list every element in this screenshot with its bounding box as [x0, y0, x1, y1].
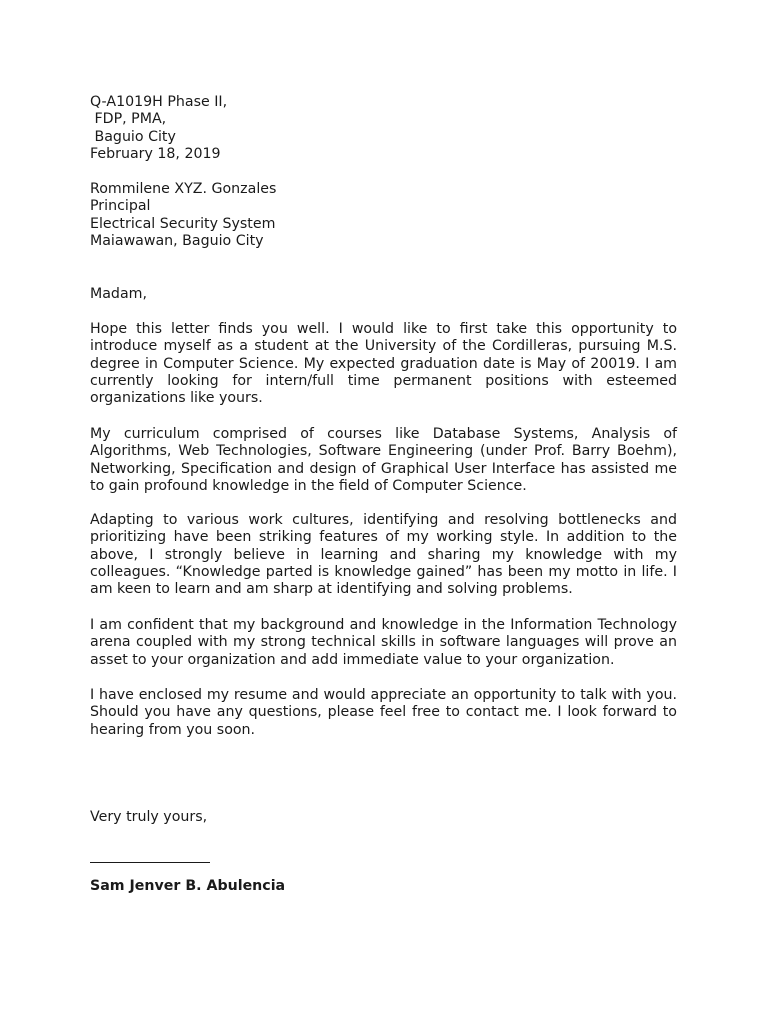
sender-address-line: FDP, PMA,	[90, 111, 167, 128]
body-paragraph-3: Adapting to various work cultures, identifying and resolving bottlenecks and prioritizing have been striking features of my working style. In addition to the above, I strongly believe in learning and sharing my knowledge with my colleagues. “Knowledge parted is knowledge gained” has been my motto in life. I am keen to learn and am sharp at identifying and solving problems.	[90, 512, 677, 598]
letter-date: February 18, 2019	[90, 145, 221, 162]
closing: Very truly yours,	[90, 809, 208, 825]
recipient-location: Maiawawan, Baguio City	[90, 232, 264, 249]
recipient-name: Rommilene XYZ. Gonzales	[90, 181, 277, 197]
salutation: Madam,	[90, 286, 147, 302]
recipient-title: Principal	[90, 198, 151, 215]
signature-line	[90, 862, 210, 863]
signature-name: Sam Jenver B. Abulencia	[90, 878, 286, 894]
recipient-address	[90, 181, 677, 250]
sender-address-line: Baguio City	[90, 128, 176, 145]
body-paragraph-1: Hope this letter finds you well. I would like to first take this opportunity to introduce myself as a student at the University of the Cordilleras, pursuing M.S. degree in Computer Science. My expected graduation date is May of 20019. I am currently looking for intern/full time permanent positions with esteemed organizations like yours.	[90, 321, 677, 407]
recipient-organization: Electrical Security System	[90, 215, 276, 232]
body-paragraph-5: I have enclosed my resume and would appreciate an opportunity to talk with you. Should you have any questions, please feel free to contact me. I look forward to hearing from you soon.	[90, 687, 677, 738]
sender-address-line: Q-A1019H Phase II,	[90, 94, 228, 110]
body-paragraph-4: I am confident that my background and knowledge in the Information Technology arena coupled with my strong technical skills in software languages will prove an asset to your organization and add immediate value to your organization.	[90, 617, 677, 668]
sender-address	[90, 94, 677, 163]
body-paragraph-2: My curriculum comprised of courses like Database Systems, Analysis of Algorithms, Web Technologies, Software Engineering (under Prof. Barry Boehm), Networking, Specification and design of Graphical User Interface has assisted me to gain profound knowledge in the field of Computer Science.	[90, 426, 677, 494]
